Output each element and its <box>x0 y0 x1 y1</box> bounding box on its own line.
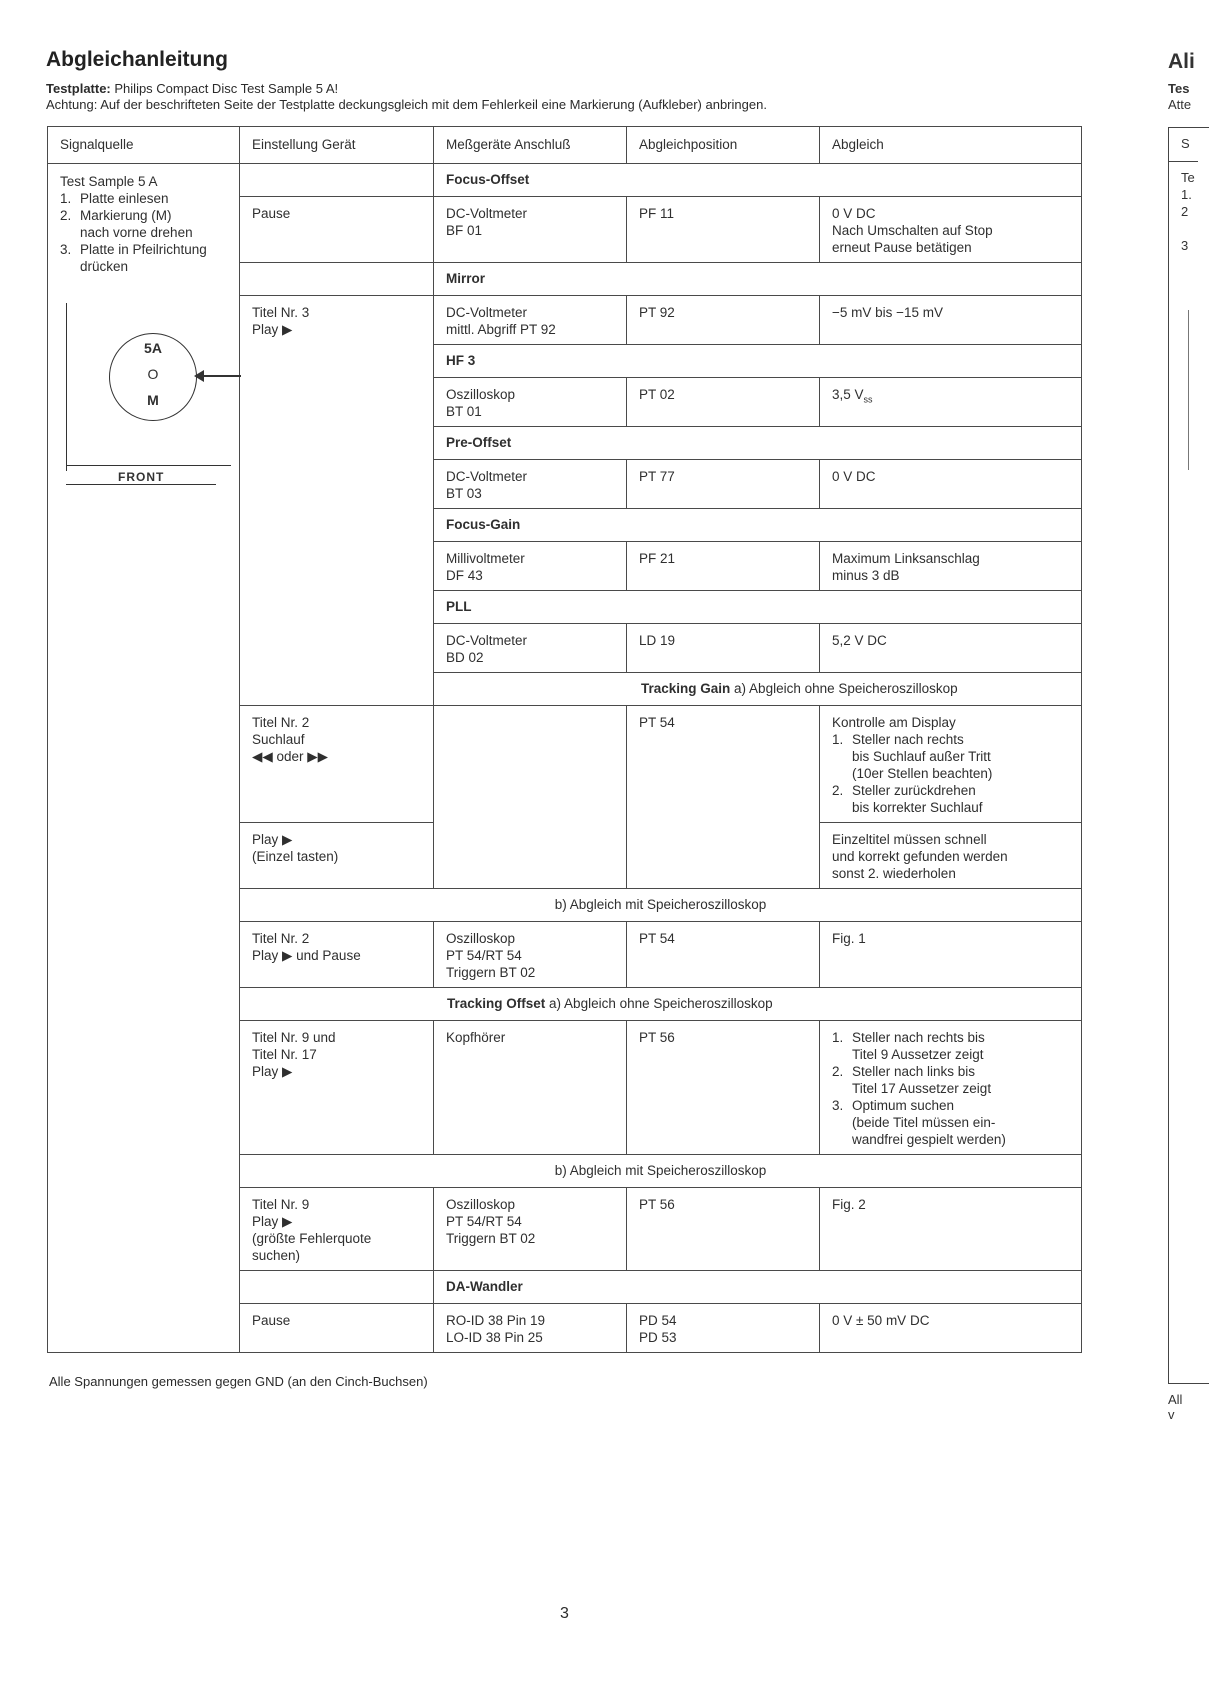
einstellung-cell: Titel Nr. 9 und Titel Nr. 17 Play ▶ <box>240 1021 434 1155</box>
section-hf3: HF 3 <box>434 345 1082 378</box>
disc-diagram <box>66 303 236 484</box>
position-cell: PF 11 <box>627 197 820 263</box>
position-cell: PT 77 <box>627 460 820 509</box>
testplatte-label: Testplatte: <box>46 81 111 96</box>
empty-cell <box>240 263 434 296</box>
testplatte-value: Philips Compact Disc Test Sample 5 A! <box>114 81 339 96</box>
abgleich-cell: 1. Steller nach rechts bis Titel 9 Aussetzer zeigt 2. Steller nach links bis Titel 17 Aussetzer zeigt 3. Optimum suchen (beide Titel müssen ein- wandfrei gespielt werden) <box>820 1021 1082 1155</box>
mess-cell <box>434 706 627 889</box>
abgleich-cell: 5,2 V DC <box>820 624 1082 673</box>
einstellung-cell: Pause <box>240 197 434 263</box>
push-arrow-icon <box>199 375 241 377</box>
section-pre-offset: Pre-Offset <box>434 427 1082 460</box>
position-cell: PD 54 PD 53 <box>627 1304 820 1353</box>
mess-cell: Oszilloskop BT 01 <box>434 378 627 427</box>
position-cell: PT 92 <box>627 296 820 345</box>
neighbor-atte: Atte <box>1168 97 1192 112</box>
signal-source-cell <box>48 164 240 1353</box>
neighbor-col-s: S <box>1181 136 1190 151</box>
achtung-note: Achtung: Auf der beschrifteten Seite der Testplatte deckungsgleich mit dem Fehlerkeil eine Markierung (Aufkleber) anbringen. <box>46 97 767 112</box>
neighbor-title: Ali <box>1168 50 1195 73</box>
section-tracking-offset: Tracking Offset a) Abgleich ohne Speicheroszilloskop <box>240 988 1082 1021</box>
disc-center-hole: O <box>147 366 159 382</box>
arrow-head-icon <box>194 370 204 382</box>
testplatte-line <box>46 81 338 96</box>
empty-cell <box>240 1271 434 1304</box>
diagram-frame-line <box>66 465 231 466</box>
section-pll: PLL <box>434 591 1082 624</box>
mess-cell: Oszilloskop PT 54/RT 54 Triggern BT 02 <box>434 922 627 988</box>
section-tracking-gain-b: b) Abgleich mit Speicheroszilloskop <box>240 889 1082 922</box>
einstellung-cell: Titel Nr. 2 Play ▶ und Pause <box>240 922 434 988</box>
front-label: FRONT <box>118 470 165 484</box>
einstellung-cell: Play ▶ (Einzel tasten) <box>240 823 434 889</box>
abgleich-cell: Fig. 1 <box>820 922 1082 988</box>
abgleich-cell: 3,5 $V_{ss}$ <box>820 378 1082 427</box>
abgleich-cell: Kontrolle am Display 1. Steller nach rechts bis Suchlauf außer Tritt (10er Stellen beachten) 2. Steller zurückdrehen bis korrekter Suchlauf <box>820 706 1082 823</box>
neighbor-test: Tes <box>1168 81 1190 96</box>
mess-cell: DC-Voltmeter BT 03 <box>434 460 627 509</box>
abgleich-cell: Fig. 2 <box>820 1188 1082 1271</box>
disc-icon <box>109 333 197 421</box>
abgleich-cell: 0 V DC Nach Umschalten auf Stop erneut Pause betätigen <box>820 197 1082 263</box>
mess-cell: DC-Voltmeter BF 01 <box>434 197 627 263</box>
signal-step-cont: drücken <box>80 259 129 274</box>
einstellung-cell: Pause <box>240 1304 434 1353</box>
mess-cell: Millivoltmeter DF 43 <box>434 542 627 591</box>
einstellung-cell: Titel Nr. 3 Play ▶ <box>240 296 434 706</box>
signal-step: 1. Platte einlesen <box>60 191 169 206</box>
page-number: 3 <box>560 1605 569 1622</box>
col-header-abgleich: Abgleich <box>820 127 1082 164</box>
header-row <box>48 127 1082 164</box>
einstellung-cell: Titel Nr. 9 Play ▶ (größte Fehlerquote suchen) <box>240 1188 434 1271</box>
section-focus-offset: Focus-Offset <box>434 164 1082 197</box>
abgleich-cell: Einzeltitel müssen schnell und korrekt gefunden werden sonst 2. wiederholen <box>820 823 1082 889</box>
footnote: Alle Spannungen gemessen gegen GND (an den Cinch-Buchsen) <box>49 1374 428 1389</box>
abgleich-cell: 0 V ± 50 mV DC <box>820 1304 1082 1353</box>
neighbor-table-line <box>1188 310 1189 470</box>
disc-mark-m: M <box>147 392 159 408</box>
mess-cell: DC-Voltmeter BD 02 <box>434 624 627 673</box>
position-cell: PT 54 <box>627 922 820 988</box>
col-header-position: Abgleichposition <box>627 127 820 164</box>
einstellung-cell: Titel Nr. 2 Suchlauf ◀◀ oder ▶▶ <box>240 706 434 823</box>
col-header-messgeraete: Meßgeräte Anschluß <box>434 127 627 164</box>
section-da-wandler: DA-Wandler <box>434 1271 1082 1304</box>
section-tracking-gain: Tracking Gain a) Abgleich ohne Speicheroszilloskop <box>434 673 1082 706</box>
col-header-einstellung: Einstellung Gerät <box>240 127 434 164</box>
signal-step: 3. Platte in Pfeilrichtung <box>60 242 207 257</box>
section-mirror: Mirror <box>434 263 1082 296</box>
section-tracking-offset-b: b) Abgleich mit Speicheroszilloskop <box>240 1155 1082 1188</box>
page-title: Abgleichanleitung <box>46 48 229 71</box>
signal-step: 2. Markierung (M) <box>60 208 172 223</box>
neighbor-n3: 3 <box>1181 238 1189 253</box>
neighbor-n1: 1. <box>1181 187 1192 202</box>
empty-cell <box>240 164 434 197</box>
position-cell: LD 19 <box>627 624 820 673</box>
signal-step-cont: nach vorne drehen <box>80 225 193 240</box>
mess-cell: Kopfhörer <box>434 1021 627 1155</box>
disc-label-5a: 5A <box>144 340 162 356</box>
adjustment-table <box>47 126 1082 1353</box>
mess-cell: RO-ID 38 Pin 19 LO-ID 38 Pin 25 <box>434 1304 627 1353</box>
abgleich-cell: Maximum Linksanschlag minus 3 dB <box>820 542 1082 591</box>
mess-cell: Oszilloskop PT 54/RT 54 Triggern BT 02 <box>434 1188 627 1271</box>
position-cell: PT 02 <box>627 378 820 427</box>
signal-title: Test Sample 5 A <box>60 174 158 189</box>
mess-cell: DC-Voltmeter mittl. Abgriff PT 92 <box>434 296 627 345</box>
section-focus-gain: Focus-Gain <box>434 509 1082 542</box>
col-header-signalquelle: Signalquelle <box>48 127 240 164</box>
neighbor-footnote: All v <box>1168 1392 1183 1422</box>
neighbor-n2: 2 <box>1181 204 1189 219</box>
position-cell: PT 56 <box>627 1188 820 1271</box>
neighbor-te: Te <box>1181 170 1195 185</box>
diagram-frame-line <box>66 303 67 471</box>
position-cell: PT 54 <box>627 706 820 889</box>
section-row <box>48 164 1082 197</box>
abgleich-cell: −5 mV bis −15 mV <box>820 296 1082 345</box>
neighbor-table-line <box>1168 161 1198 162</box>
position-cell: PF 21 <box>627 542 820 591</box>
position-cell: PT 56 <box>627 1021 820 1155</box>
abgleich-cell: 0 V DC <box>820 460 1082 509</box>
